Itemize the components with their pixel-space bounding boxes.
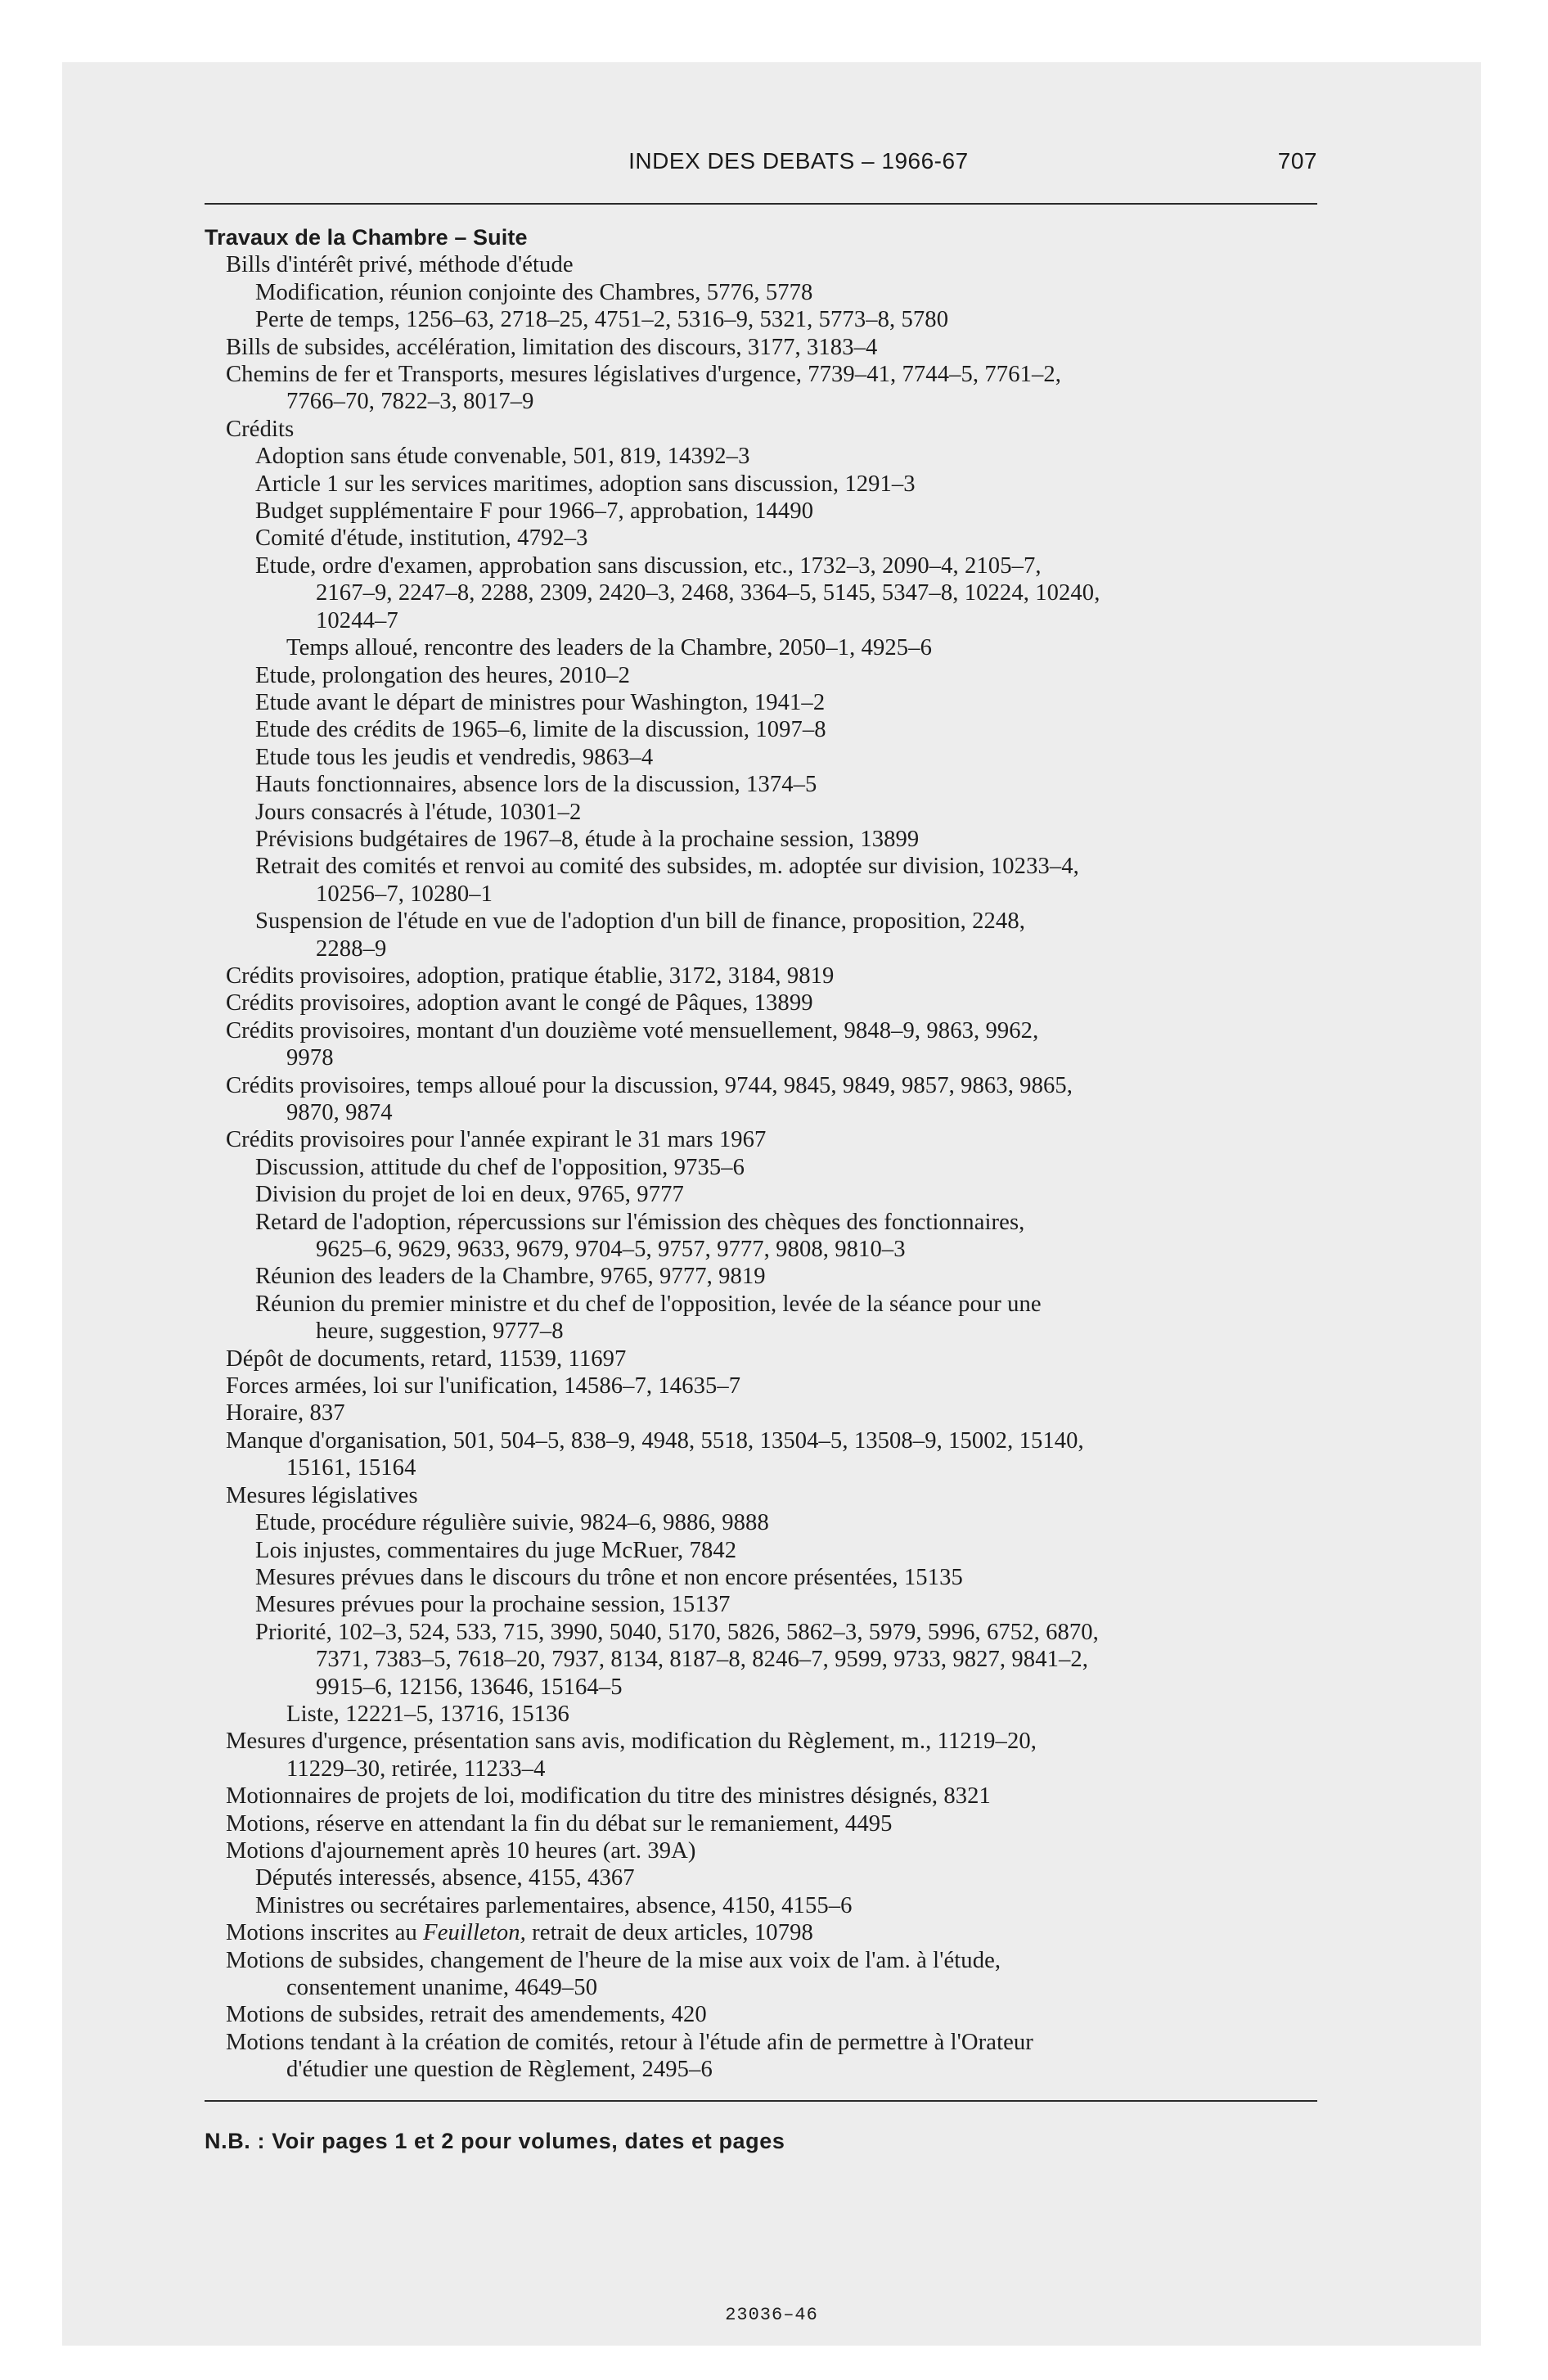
entry-italic-text: Feuilleton, — [423, 1920, 526, 1946]
index-entry — [226, 799, 1326, 826]
index-entry — [226, 826, 1326, 853]
index-entry — [226, 689, 1326, 716]
entry-text: Comité d'étude, institution, 4792–3 — [255, 525, 588, 552]
index-entry — [226, 771, 1326, 798]
index-entry — [226, 2001, 1326, 2028]
index-entry — [226, 662, 1326, 689]
index-entry — [226, 525, 1326, 552]
index-entry — [226, 306, 1326, 333]
entry-text: Adoption sans étude convenable, 501, 819, 14392–3 — [255, 444, 750, 470]
entry-text: 10244–7 — [316, 607, 398, 633]
index-entry — [226, 908, 1326, 935]
entry-text: Motions de subsides, changement de l'heure de la mise aux voix de l'am. à l'étude, — [226, 1947, 1001, 1973]
index-entry — [226, 1619, 1326, 1646]
index-entry — [226, 1263, 1326, 1290]
entry-text: Budget supplémentaire F pour 1966–7, approbation, 14490 — [255, 498, 814, 525]
entry-text: Etude, procédure régulière suivie, 9824–6, 9886, 9888 — [255, 1510, 769, 1536]
page-number: 707 — [1277, 148, 1317, 174]
index-entry — [226, 1674, 1326, 1701]
entry-text: Etude, ordre d'examen, approbation sans discussion, etc., 1732–3, 2090–4, 2105–7, — [255, 552, 1042, 579]
index-entry — [226, 962, 1326, 989]
entry-text: Motions tendant à la création de comités, retour à l'étude afin de permettre à l'Orateur — [226, 2029, 1033, 2055]
entry-text: 2288–9 — [316, 935, 387, 962]
index-entry — [226, 1236, 1326, 1263]
index-entry — [226, 1154, 1326, 1181]
index-entry — [226, 1373, 1326, 1400]
scanned-page — [62, 62, 1481, 2346]
index-entry — [226, 853, 1326, 880]
entry-text: Mesures d'urgence, présentation sans avis, modification du Règlement, m., 11219–20, — [226, 1729, 1037, 1755]
entry-text: Division du projet de loi en deux, 9765, 9777 — [255, 1182, 684, 1208]
entry-text: Temps alloué, rencontre des leaders de la Chambre, 2050–1, 4925–6 — [286, 635, 933, 661]
entry-text: Motions de subsides, retrait des amendements, 420 — [226, 2002, 707, 2028]
entry-text: Mesures prévues pour la prochaine session, 15137 — [255, 1592, 731, 1618]
entry-text: 9870, 9874 — [286, 1100, 393, 1125]
entry-text: Ministres ou secrétaires parlementaires, absence, 4150, 4155–6 — [255, 1892, 853, 1918]
entry-text: Forces armées, loi sur l'unification, 14586–7, 14635–7 — [226, 1373, 741, 1400]
entry-text-after: retrait de deux articles, 10798 — [525, 1920, 813, 1946]
index-entry — [226, 744, 1326, 771]
entry-text: d'étudier une question de Règlement, 2495–6 — [286, 2057, 713, 2083]
index-entry — [226, 1864, 1326, 1891]
entry-text: Motions d'ajournement après 10 heures (art. 39A) — [226, 1837, 696, 1864]
index-entry — [226, 1181, 1326, 1208]
index-entry — [226, 607, 1326, 634]
index-entry — [226, 552, 1326, 579]
entry-text: heure, suggestion, 9777–8 — [316, 1318, 564, 1345]
index-entry — [226, 1919, 1326, 1946]
entry-text: Crédits provisoires, montant d'un douzième voté mensuellement, 9848–9, 9863, 9962, — [226, 1017, 1039, 1044]
index-entry — [226, 1482, 1326, 1509]
index-entry — [226, 1454, 1326, 1481]
entry-text: 9625–6, 9629, 9633, 9679, 9704–5, 9757, 9777, 9808, 9810–3 — [316, 1237, 906, 1263]
page — [62, 62, 1481, 2346]
footnote: N.B. : Voir pages 1 et 2 pour volumes, dates et pages — [205, 2129, 785, 2153]
index-entry — [226, 2029, 1326, 2056]
index-entry — [226, 1126, 1326, 1153]
entry-text: Jours consacrés à l'étude, 10301–2 — [255, 799, 582, 825]
entry-text: Crédits provisoires, adoption avant le congé de Pâques, 13899 — [226, 990, 813, 1016]
entry-text: Réunion du premier ministre et du chef de l'opposition, levée de la séance pour une — [255, 1291, 1042, 1317]
entry-text: Discussion, attitude du chef de l'opposition, 9735–6 — [255, 1154, 745, 1180]
index-entry — [226, 579, 1326, 606]
entry-text: 11229–30, retirée, 11233–4 — [286, 1756, 546, 1782]
index-entry — [226, 634, 1326, 661]
index-entry — [226, 361, 1326, 388]
entry-text: Motions inscrites au — [226, 1920, 424, 1946]
index-entry — [226, 1072, 1326, 1099]
entry-text: 15161, 15164 — [286, 1455, 416, 1481]
index-entry — [226, 1646, 1326, 1673]
entry-text: Manque d'organisation, 501, 504–5, 838–9, 4948, 5518, 13504–5, 13508–9, 15002, 15140, — [226, 1427, 1084, 1454]
running-header — [205, 148, 1317, 174]
entry-text: Etude, prolongation des heures, 2010–2 — [255, 662, 631, 688]
index-entry — [226, 1400, 1326, 1427]
entry-text: Retard de l'adoption, répercussions sur l'émission des chèques des fonctionnaires, — [255, 1209, 1025, 1235]
entry-text: Liste, 12221–5, 13716, 15136 — [286, 1701, 569, 1727]
entry-text: 10256–7, 10280–1 — [316, 881, 493, 907]
entry-text: 9978 — [286, 1045, 334, 1071]
index-entry — [226, 1017, 1326, 1044]
print-code: 23036–46 — [725, 2305, 818, 2325]
index-entry — [226, 471, 1326, 498]
section-heading: Travaux de la Chambre – Suite — [205, 225, 528, 250]
entry-text: Mesures prévues dans le discours du trône et non encore présentées, 15135 — [255, 1564, 963, 1590]
entry-text: Horaire, 837 — [226, 1400, 345, 1427]
entry-text: Motions, réserve en attendant la fin du débat sur le remaniement, 4495 — [226, 1810, 893, 1837]
index-entry — [226, 1044, 1326, 1071]
header-rule — [205, 203, 1317, 205]
index-entry — [226, 1892, 1326, 1919]
index-entry — [226, 1099, 1326, 1126]
index-entry — [226, 1756, 1326, 1783]
index-entry — [226, 881, 1326, 908]
index-entry — [226, 443, 1326, 470]
index-entry — [226, 1427, 1326, 1454]
index-entry — [226, 1209, 1326, 1236]
index-entry — [226, 1291, 1326, 1318]
entry-text: Dépôt de documents, retard, 11539, 11697 — [226, 1346, 627, 1372]
index-body — [205, 224, 1326, 2084]
index-entry — [226, 1837, 1326, 1864]
header-title: INDEX DES DEBATS – 1966-67 — [628, 148, 969, 174]
index-entry — [226, 1974, 1326, 2001]
entry-text: Etude des crédits de 1965–6, limite de la discussion, 1097–8 — [255, 717, 826, 743]
entry-text: Etude avant le départ de ministres pour Washington, 1941–2 — [255, 689, 826, 715]
index-entry — [226, 334, 1326, 361]
index-entry — [226, 1318, 1326, 1345]
footnote-rule — [205, 2100, 1317, 2102]
index-entry — [226, 716, 1326, 743]
index-entry — [226, 1591, 1326, 1618]
index-entry — [226, 1537, 1326, 1564]
entry-text: Bills de subsides, accélération, limitation des discours, 3177, 3183–4 — [226, 334, 878, 360]
entry-text: consentement unanime, 4649–50 — [286, 1975, 598, 2000]
index-entry — [226, 498, 1326, 525]
index-entry — [226, 2056, 1326, 2083]
index-entry — [226, 1810, 1326, 1837]
index-entry — [226, 251, 1326, 278]
entry-text: Suspension de l'étude en vue de l'adoption d'un bill de finance, proposition, 2248, — [255, 908, 1025, 935]
index-entry — [226, 1564, 1326, 1591]
entry-text: Réunion des leaders de la Chambre, 9765, 9777, 9819 — [255, 1264, 766, 1290]
index-entry — [226, 1701, 1326, 1728]
index-entry — [226, 279, 1326, 306]
entry-text: Crédits provisoires pour l'année expirant le 31 mars 1967 — [226, 1127, 767, 1153]
entry-text: Retrait des comités et renvoi au comité des subsides, m. adoptée sur division, 10233–4, — [255, 854, 1079, 880]
index-entry — [226, 1947, 1326, 1974]
entry-text: Bills d'intérêt privé, méthode d'étude — [226, 252, 574, 278]
index-entry — [226, 416, 1326, 443]
entry-text: Motionnaires de projets de loi, modification du titre des ministres désignés, 8321 — [226, 1783, 991, 1810]
entry-text: Prévisions budgétaires de 1967–8, étude à la prochaine session, 13899 — [255, 826, 920, 852]
entry-text: Crédits provisoires, adoption, pratique établie, 3172, 3184, 9819 — [226, 962, 835, 989]
entry-text: Article 1 sur les services maritimes, adoption sans discussion, 1291–3 — [255, 471, 916, 497]
entry-text: Crédits — [226, 416, 295, 442]
entry-text: Etude tous les jeudis et vendredis, 9863–4 — [255, 744, 654, 770]
entry-text: 9915–6, 12156, 13646, 15164–5 — [316, 1674, 623, 1700]
index-entry — [226, 1509, 1326, 1536]
index-entry — [226, 1346, 1326, 1373]
index-entry — [226, 1728, 1326, 1755]
entry-text: Députés interessés, absence, 4155, 4367 — [255, 1865, 635, 1891]
entry-text: 2167–9, 2247–8, 2288, 2309, 2420–3, 2468, 3364–5, 5145, 5347–8, 10224, 10240, — [316, 580, 1100, 606]
entry-text: Modification, réunion conjointe des Chambres, 5776, 5778 — [255, 279, 813, 305]
index-entry — [226, 935, 1326, 962]
entry-text: 7371, 7383–5, 7618–20, 7937, 8134, 8187–8, 8246–7, 9599, 9733, 9827, 9841–2, — [316, 1647, 1089, 1673]
entry-text: 7766–70, 7822–3, 8017–9 — [286, 389, 534, 415]
entry-text: Mesures législatives — [226, 1482, 418, 1508]
entry-text: Priorité, 102–3, 524, 533, 715, 3990, 5040, 5170, 5826, 5862–3, 5979, 5996, 6752, 6870, — [255, 1619, 1099, 1645]
index-entry — [226, 989, 1326, 1016]
entry-text: Chemins de fer et Transports, mesures législatives d'urgence, 7739–41, 7744–5, 7761–2, — [226, 362, 1062, 388]
entry-text: Hauts fonctionnaires, absence lors de la discussion, 1374–5 — [255, 772, 817, 798]
entry-text: Crédits provisoires, temps alloué pour la discussion, 9744, 9845, 9849, 9857, 9863, 9865, — [226, 1072, 1073, 1098]
entry-text: Lois injustes, commentaires du juge McRuer, 7842 — [255, 1537, 737, 1563]
index-entry — [226, 388, 1326, 415]
index-entry — [226, 1783, 1326, 1810]
entry-text: Perte de temps, 1256–63, 2718–25, 4751–2, 5316–9, 5321, 5773–8, 5780 — [255, 307, 949, 333]
